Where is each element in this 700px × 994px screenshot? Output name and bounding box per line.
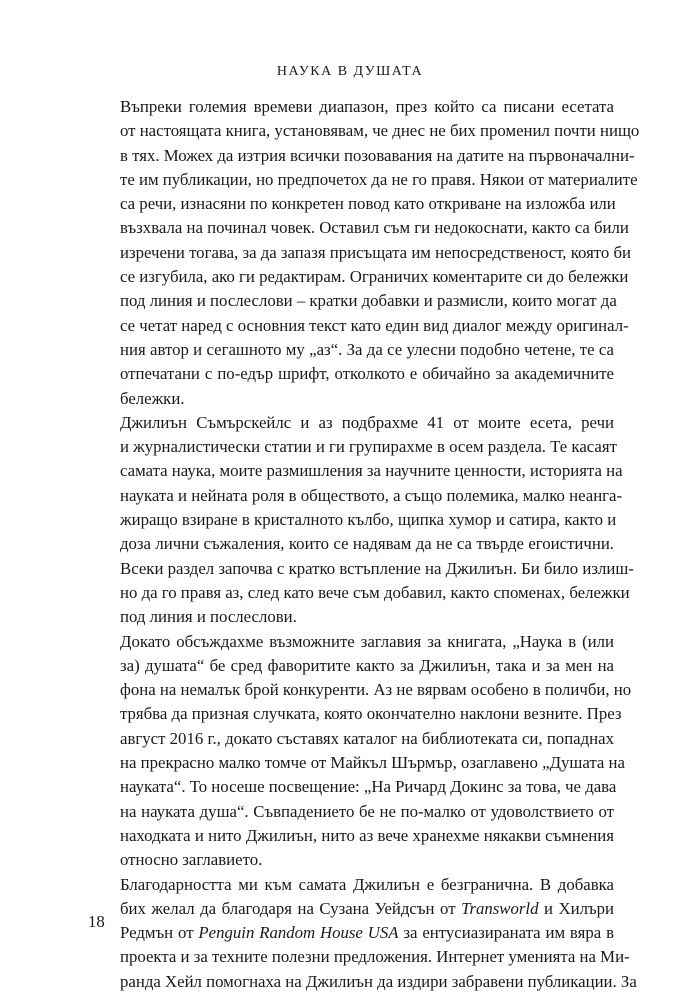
- paragraph: [88, 411, 634, 630]
- body-text: [88, 95, 640, 994]
- text-line: бих желал да благодаря на Сузана Уейдсън от Transworld и Хилъри: [120, 898, 614, 918]
- text-line: жиращо взиране в кристалното кълбо, щипка хумор и сатира, както и: [120, 510, 617, 530]
- text-line: изречени тогава, за да запазя присъщата им непосредственост, която би: [120, 242, 632, 262]
- running-head: НАУКА В ДУШАТА: [276, 64, 424, 79]
- text-line: Въпреки големия времеви диапазон, през който са писани есетата: [120, 97, 614, 116]
- text-line: в тях. Можех да изтрия всички позовавания на датите на първоначални-: [120, 145, 635, 165]
- text-line: науката“. То носеше посвещение: „На Ричард Докинс за това, че дава: [120, 777, 617, 797]
- text-line: възхвала на починал човек. Оставил съм ги недокоснати, както са били: [120, 218, 629, 238]
- text-line: фона на немалък брой конкуренти. Аз не вярвам особено в поличби, но: [120, 680, 632, 700]
- text-line: самата наука, моите размишления за научните ценности, историята на: [120, 461, 623, 481]
- text-line: на науката душа“. Съвпадението бе не по-малко от удоволствието от: [120, 801, 614, 821]
- text-line: проекта и за техните полезни предложения. Интернет уменията на Ми-: [120, 947, 630, 967]
- paragraph: [88, 95, 640, 411]
- text-line: Докато обсъждахме възможните заглавия за книгата, „Наука в (или: [120, 631, 614, 651]
- text-line: доза лични съжаления, които се надявам да не са твърде егоистични.: [120, 534, 614, 554]
- text-line: ранда Хейл помогнаха на Джилиън да издири забравени публикации. За: [120, 971, 637, 991]
- text-line: за) душата“ бе сред фаворитите както за Джилиън, така и за мен на: [120, 655, 614, 675]
- text-line: Благодарността ми към самата Джилиън е безгранична. В добавка: [120, 874, 614, 894]
- text-line: се четат наред с основния текст като един вид диалог между оригинал-: [120, 315, 629, 335]
- text-line: бележки.: [120, 388, 185, 408]
- text-line: находката и нито Джилиън, нито аз вече хранехме някакви съмнения: [120, 825, 614, 845]
- text-line: ния автор и сегашното му „аз“. За да се улесни подобно четене, те са: [120, 339, 614, 359]
- text-line: август 2016 г., докато съставях каталог на библиотеката си, попаднах: [120, 728, 614, 748]
- text-line: Редмън от Penguin Random House USA за ентусиазираната им вяра в: [120, 923, 614, 943]
- text-line: се изгубила, ако ги редактирам. Ограничих коментарите си до бележки: [120, 267, 629, 287]
- text-line: под линия и послеслови – кратки добавки и размисли, които могат да: [120, 291, 617, 311]
- text-line: те им публикации, но предпочетох да не го правя. Някои от материалите: [120, 169, 638, 189]
- text-line: под линия и послеслови.: [120, 607, 297, 627]
- text-line: но да го правя аз, след като вече съм добавил, както споменах, бележки: [120, 582, 630, 602]
- text-line: трябва да призная случката, която окончателно наклони везните. През: [120, 704, 622, 724]
- text-line: на прекрасно малко томче от Майкъл Шърмър, озаглавено „Душата на: [120, 753, 625, 773]
- text-line: Джилиън Съмърскейлс и аз подбрахме 41 от моите есета, речи: [120, 412, 614, 432]
- paragraph: [88, 873, 637, 994]
- text-line: от настоящата книга, установявам, че днес не бих променил почти нищо: [120, 121, 640, 141]
- text-line: и журналистически статии и ги групирахме в осем раздела. Те касаят: [120, 437, 617, 457]
- text-line: са речи, изнасяни по конкретен повод като откриване на изложба или: [120, 194, 616, 214]
- text-line: науката и нейната роля в обществото, а също полемика, малко неанга-: [120, 485, 623, 505]
- page-number: 18: [88, 912, 105, 931]
- text-line: относно заглавието.: [120, 850, 263, 870]
- text-line: Всеки раздел започва с кратко встъпление на Джилиън. Би било излиш-: [120, 558, 634, 578]
- paragraph: [88, 630, 632, 873]
- text-line: отпечатани с по-едър шрифт, отколкото е обичайно за академичните: [120, 364, 614, 384]
